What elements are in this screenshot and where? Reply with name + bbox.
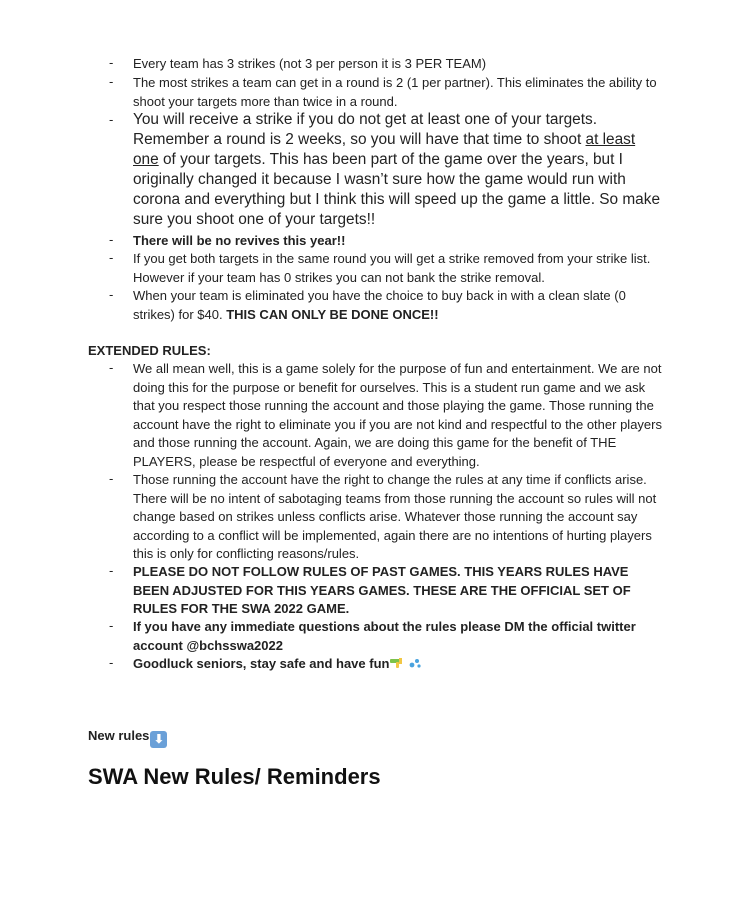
list-bullet: - <box>109 250 114 265</box>
extended-item <box>133 360 665 471</box>
extended-rules-heading: EXTENDED RULES: <box>88 343 211 358</box>
list-bullet: - <box>109 74 114 89</box>
list-bullet: - <box>109 563 114 578</box>
extended-text: Those running the account have the right to change the rules at any time if conflicts arise. There will be no intent of sabotaging teams from those running the account so rules will not change based on strikes unless conflicts arise. Whatever those running the account say according to a conflict will be implemented, again there are no intentions of hurting players this is only for conflicting reasons/rules. <box>133 472 657 561</box>
extended-item <box>133 618 665 655</box>
rule-bold-text: THIS CAN ONLY BE DONE ONCE!! <box>226 306 439 322</box>
rule-text: You will receive a strike if you do not get at least one of your targets. Remember a round is 2 weeks, so you will have that time to shoot <box>133 111 597 148</box>
rule-item <box>133 250 665 287</box>
list-bullet: - <box>109 360 114 375</box>
extended-text: We all mean well, this is a game solely for the purpose of fun and entertainment. We are not doing this for the purpose or benefit for ourselves. This is a student run game and we ask that you respect those running the account and those playing the game. Those running the account have the right to eliminate you if you are not kind and respectful to the other players and those running the account. Again, we are doing this game for the benefit of THE PLAYERS, please be respectful of everyone and everything. <box>133 361 662 469</box>
rule-text: The most strikes a team can get in a round is 2 (1 per partner). This eliminates the ability to shoot your targets more than twice in a round. <box>133 75 657 109</box>
extended-text: If you have any immediate questions about the rules please DM the official twitter account @bchsswa2022 <box>133 619 636 653</box>
page-title: SWA New Rules/ Reminders <box>88 764 381 789</box>
extended-text: PLEASE DO NOT FOLLOW RULES OF PAST GAMES. THIS YEARS RULES HAVE BEEN ADJUSTED FOR THIS YEARS GAMES. THESE ARE THE OFFICIAL SET OF RULES FOR THE SWA 2022 GAME. <box>133 564 631 616</box>
extended-item <box>133 655 665 674</box>
extended-item <box>133 471 665 564</box>
splash-icon <box>408 657 422 669</box>
rule-text: When your team is eliminated you have the choice to buy back in with a clean slate (0 strikes) for $40. <box>133 288 626 322</box>
rule-text: Every team has 3 strikes (not 3 per person it is 3 PER TEAM) <box>133 56 487 71</box>
list-bullet: - <box>109 287 114 302</box>
list-bullet: - <box>109 55 114 70</box>
rule-text: If you get both targets in the same round you will get a strike removed from your strike list. However if your team has 0 strikes you can not bank the strike removal. <box>133 251 651 285</box>
down-arrow-icon: ⬇ <box>150 731 167 748</box>
rule-item <box>133 110 665 230</box>
extended-item <box>133 563 665 619</box>
rule-item <box>133 74 665 111</box>
rule-item <box>133 232 665 251</box>
rule-item <box>133 287 665 324</box>
rule-text: There will be no revives this year!! <box>133 233 346 248</box>
water-pistol-icon <box>390 657 408 669</box>
list-bullet: - <box>109 618 114 633</box>
new-rules-text: New rules <box>88 728 150 743</box>
extended-text: Goodluck seniors, stay safe and have fun <box>133 656 390 671</box>
list-bullet: - <box>109 232 114 247</box>
rule-item <box>133 55 665 74</box>
new-rules-label <box>88 728 167 748</box>
list-bullet: - <box>109 112 114 127</box>
list-bullet: - <box>109 655 114 670</box>
list-bullet: - <box>109 471 114 486</box>
rule-text: of your targets. This has been part of the game over the years, but I originally changed it because I wasn’t sure how the game would run with corona and everything but I think this will speed up the game a little. So make sure you shoot one of your targets!! <box>133 151 661 228</box>
rule-underlined-text: at least one <box>133 131 636 168</box>
